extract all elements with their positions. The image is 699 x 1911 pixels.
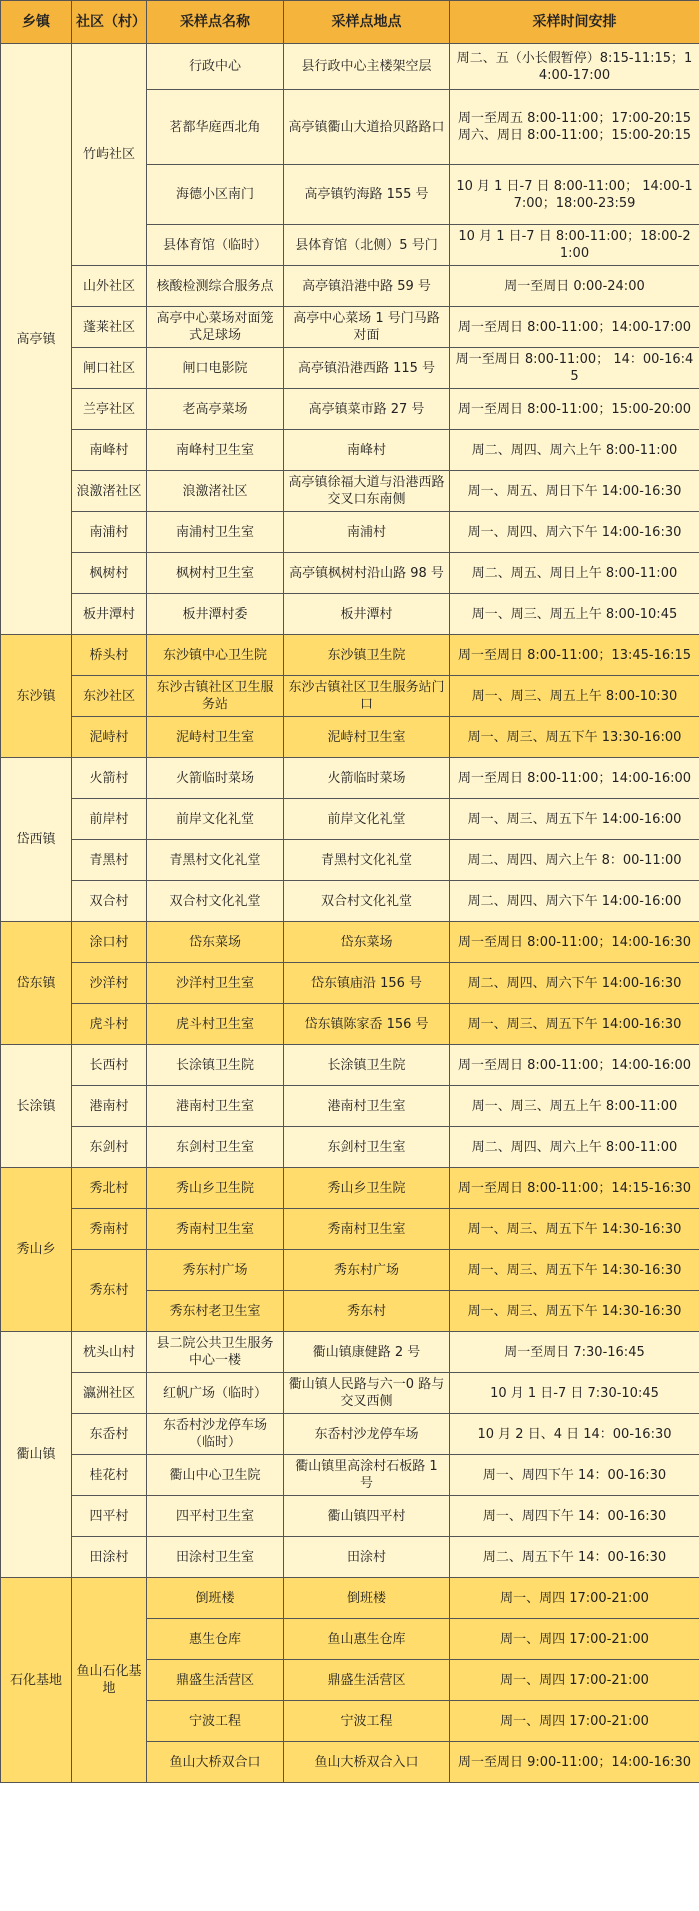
site-name-cell: 东岙村沙龙停车场（临时） — [147, 1414, 284, 1455]
table-row — [1, 1086, 699, 1127]
site-name-cell: 秀东村老卫生室 — [147, 1291, 284, 1332]
site-name-cell: 岱东菜场 — [147, 922, 284, 963]
site-name-cell: 青黑村文化礼堂 — [147, 840, 284, 881]
site-name-cell: 倒班楼 — [147, 1578, 284, 1619]
community-cell: 浪激渚社区 — [72, 471, 147, 512]
town-cell: 长涂镇 — [1, 1045, 72, 1168]
community-cell: 蓬莱社区 — [72, 307, 147, 348]
schedule-cell: 周二、五（小长假暂停）8:15-11:15；14:00-17:00 — [450, 44, 699, 90]
schedule-cell: 周一、周四 17:00-21:00 — [450, 1578, 699, 1619]
site-name-cell: 秀山乡卫生院 — [147, 1168, 284, 1209]
site-address-cell: 岱东镇庙沿 156 号 — [284, 963, 450, 1004]
site-address-cell: 高亭镇菜市路 27 号 — [284, 389, 450, 430]
site-address-cell: 县体育馆（北侧）5 号门 — [284, 225, 450, 266]
site-address-cell: 东岙村沙龙停车场 — [284, 1414, 450, 1455]
site-name-cell: 鱼山大桥双合口 — [147, 1742, 284, 1783]
table-row — [1, 922, 699, 963]
site-name-cell: 衢山中心卫生院 — [147, 1455, 284, 1496]
community-cell: 前岸村 — [72, 799, 147, 840]
schedule-cell: 周一、周三、周五下午 14:00-16:00 — [450, 799, 699, 840]
schedule-cell: 10 月 1 日-7 日 7:30-10:45 — [450, 1373, 699, 1414]
schedule-cell: 周二、周五、周日上午 8:00-11:00 — [450, 553, 699, 594]
site-address-cell: 鱼山大桥双合入口 — [284, 1742, 450, 1783]
schedule-cell: 周二、周四、周六下午 14:00-16:30 — [450, 963, 699, 1004]
site-name-cell: 鼎盛生活营区 — [147, 1660, 284, 1701]
community-cell: 涂口村 — [72, 922, 147, 963]
town-group — [1, 1045, 699, 1168]
site-name-cell: 核酸检测综合服务点 — [147, 266, 284, 307]
town-group — [1, 1332, 699, 1578]
community-cell: 兰亭社区 — [72, 389, 147, 430]
community-cell: 秀东村 — [72, 1250, 147, 1332]
site-address-cell: 衢山镇四平村 — [284, 1496, 450, 1537]
town-group — [1, 1578, 699, 1783]
site-name-cell: 秀南村卫生室 — [147, 1209, 284, 1250]
site-name-cell: 海德小区南门 — [147, 165, 284, 225]
community-cell: 南峰村 — [72, 430, 147, 471]
site-name-cell: 浪激渚社区 — [147, 471, 284, 512]
schedule-cell: 周一、周三、周五上午 8:00-11:00 — [450, 1086, 699, 1127]
community-cell: 瀛洲社区 — [72, 1373, 147, 1414]
site-address-cell: 板井潭村 — [284, 594, 450, 635]
community-cell: 鱼山石化基地 — [72, 1578, 147, 1783]
town-cell: 岱西镇 — [1, 758, 72, 922]
table-row — [1, 1496, 699, 1537]
community-cell: 东岙村 — [72, 1414, 147, 1455]
schedule-cell: 周一、周三、周五下午 14:30-16:30 — [450, 1209, 699, 1250]
schedule-cell: 周一、周四下午 14：00-16:30 — [450, 1496, 699, 1537]
site-address-cell: 火箭临时菜场 — [284, 758, 450, 799]
site-address-cell: 秀东村 — [284, 1291, 450, 1332]
header-row — [1, 1, 699, 44]
header-site-name: 采样点名称 — [147, 1, 284, 44]
site-name-cell: 红帆广场（临时） — [147, 1373, 284, 1414]
site-name-cell: 虎斗村卫生室 — [147, 1004, 284, 1045]
header-town: 乡镇 — [1, 1, 72, 44]
table-row — [1, 389, 699, 430]
table-row — [1, 1332, 699, 1373]
site-address-cell: 鼎盛生活营区 — [284, 1660, 450, 1701]
schedule-cell: 周一至周日 8:00-11:00；15:00-20:00 — [450, 389, 699, 430]
site-address-cell: 长涂镇卫生院 — [284, 1045, 450, 1086]
table-row — [1, 1578, 699, 1619]
town-cell: 岱东镇 — [1, 922, 72, 1045]
site-address-cell: 衢山镇里高涂村石板路 1 号 — [284, 1455, 450, 1496]
site-name-cell: 枫树村卫生室 — [147, 553, 284, 594]
site-name-cell: 火箭临时菜场 — [147, 758, 284, 799]
schedule-cell: 周一至周日 8:00-11:00；14:00-16:00 — [450, 1045, 699, 1086]
community-cell: 板井潭村 — [72, 594, 147, 635]
table-row — [1, 1209, 699, 1250]
schedule-cell: 周一至周日 7:30-16:45 — [450, 1332, 699, 1373]
site-address-cell: 高亭中心菜场 1 号门马路对面 — [284, 307, 450, 348]
table-row — [1, 963, 699, 1004]
site-name-cell: 茗都华庭西北角 — [147, 90, 284, 165]
schedule-cell: 周一至周日 9:00-11:00；14:00-16:30 — [450, 1742, 699, 1783]
site-name-cell: 县二院公共卫生服务中心一楼 — [147, 1332, 284, 1373]
site-address-cell: 东剑村卫生室 — [284, 1127, 450, 1168]
site-name-cell: 田涂村卫生室 — [147, 1537, 284, 1578]
table-row — [1, 635, 699, 676]
site-name-cell: 南浦村卫生室 — [147, 512, 284, 553]
community-cell: 火箭村 — [72, 758, 147, 799]
schedule-cell: 周一至周日 8:00-11:00；13:45-16:15 — [450, 635, 699, 676]
site-address-cell: 鱼山惠生仓库 — [284, 1619, 450, 1660]
header-community: 社区（村） — [72, 1, 147, 44]
site-name-cell: 东沙镇中心卫生院 — [147, 635, 284, 676]
table-row — [1, 307, 699, 348]
community-cell: 泥峙村 — [72, 717, 147, 758]
site-address-cell: 港南村卫生室 — [284, 1086, 450, 1127]
site-name-cell: 长涂镇卫生院 — [147, 1045, 284, 1086]
schedule-cell: 周一、周三、周五下午 14:00-16:30 — [450, 1004, 699, 1045]
community-cell: 南浦村 — [72, 512, 147, 553]
site-name-cell: 沙洋村卫生室 — [147, 963, 284, 1004]
site-name-cell: 宁波工程 — [147, 1701, 284, 1742]
site-address-cell: 泥峙村卫生室 — [284, 717, 450, 758]
site-name-cell: 闸口电影院 — [147, 348, 284, 389]
table-row — [1, 430, 699, 471]
table-row — [1, 1414, 699, 1455]
community-cell: 青黑村 — [72, 840, 147, 881]
site-name-cell: 四平村卫生室 — [147, 1496, 284, 1537]
site-address-cell: 双合村文化礼堂 — [284, 881, 450, 922]
table-row — [1, 1004, 699, 1045]
schedule-cell: 周一、周四 17:00-21:00 — [450, 1660, 699, 1701]
site-address-cell: 高亭镇衢山大道拾贝路路口 — [284, 90, 450, 165]
table-row — [1, 553, 699, 594]
community-cell: 港南村 — [72, 1086, 147, 1127]
site-address-cell: 岱东镇陈家岙 156 号 — [284, 1004, 450, 1045]
table-row — [1, 266, 699, 307]
table-row — [1, 1250, 699, 1291]
community-cell: 东剑村 — [72, 1127, 147, 1168]
site-name-cell: 板井潭村委 — [147, 594, 284, 635]
schedule-cell: 周一、周四下午 14：00-16:30 — [450, 1455, 699, 1496]
table-row — [1, 512, 699, 553]
site-address-cell: 宁波工程 — [284, 1701, 450, 1742]
site-address-cell: 高亭镇钓海路 155 号 — [284, 165, 450, 225]
town-group — [1, 635, 699, 758]
community-cell: 沙洋村 — [72, 963, 147, 1004]
site-address-cell: 田涂村 — [284, 1537, 450, 1578]
schedule-cell: 周二、周四、周六下午 14:00-16:00 — [450, 881, 699, 922]
site-address-cell: 秀山乡卫生院 — [284, 1168, 450, 1209]
table-row — [1, 471, 699, 512]
town-cell: 秀山乡 — [1, 1168, 72, 1332]
table-row — [1, 594, 699, 635]
schedule-cell: 10 月 1 日-7 日 8:00-11:00； 14:00-17:00；18:00-23:59 — [450, 165, 699, 225]
site-address-cell: 岱东菜场 — [284, 922, 450, 963]
table-row — [1, 1045, 699, 1086]
community-cell: 枕头山村 — [72, 1332, 147, 1373]
table-row — [1, 1537, 699, 1578]
table-row — [1, 1373, 699, 1414]
site-address-cell: 东沙古镇社区卫生服务站门口 — [284, 676, 450, 717]
community-cell: 四平村 — [72, 1496, 147, 1537]
site-name-cell: 港南村卫生室 — [147, 1086, 284, 1127]
community-cell: 秀南村 — [72, 1209, 147, 1250]
schedule-cell: 10 月 2 日、4 日 14：00-16:30 — [450, 1414, 699, 1455]
table-row — [1, 1168, 699, 1209]
site-name-cell: 秀东村广场 — [147, 1250, 284, 1291]
schedule-cell: 周一、周三、周五下午 13:30-16:00 — [450, 717, 699, 758]
site-address-cell: 高亭镇枫树村沿山路 98 号 — [284, 553, 450, 594]
community-cell: 桥头村 — [72, 635, 147, 676]
site-address-cell: 高亭镇沿港中路 59 号 — [284, 266, 450, 307]
town-cell: 东沙镇 — [1, 635, 72, 758]
schedule-cell: 周一、周五、周日下午 14:00-16:30 — [450, 471, 699, 512]
table-row — [1, 758, 699, 799]
site-address-cell: 衢山镇康健路 2 号 — [284, 1332, 450, 1373]
site-address-cell: 青黑村文化礼堂 — [284, 840, 450, 881]
schedule-cell: 周一、周四、周六下午 14:00-16:30 — [450, 512, 699, 553]
community-cell: 竹屿社区 — [72, 44, 147, 266]
header-schedule: 采样时间安排 — [450, 1, 699, 44]
community-cell: 长西村 — [72, 1045, 147, 1086]
site-name-cell: 行政中心 — [147, 44, 284, 90]
header-site-address: 采样点地点 — [284, 1, 450, 44]
site-address-cell: 倒班楼 — [284, 1578, 450, 1619]
town-group — [1, 922, 699, 1045]
site-address-cell: 县行政中心主楼架空层 — [284, 44, 450, 90]
schedule-cell: 周二、周四、周六上午 8:00-11:00 — [450, 430, 699, 471]
site-name-cell: 县体育馆（临时） — [147, 225, 284, 266]
schedule-cell: 周一至周日 8:00-11:00；14:00-16:00 — [450, 758, 699, 799]
schedule-cell: 周一、周三、周五上午 8:00-10:30 — [450, 676, 699, 717]
town-cell: 高亭镇 — [1, 44, 72, 635]
schedule-cell: 周一、周三、周五下午 14:30-16:30 — [450, 1250, 699, 1291]
town-cell: 石化基地 — [1, 1578, 72, 1783]
table-row — [1, 44, 699, 90]
site-name-cell: 东沙古镇社区卫生服务站 — [147, 676, 284, 717]
table-row — [1, 717, 699, 758]
site-address-cell: 秀南村卫生室 — [284, 1209, 450, 1250]
site-name-cell: 双合村文化礼堂 — [147, 881, 284, 922]
schedule-cell: 周一、周三、周五上午 8:00-10:45 — [450, 594, 699, 635]
table-row — [1, 348, 699, 389]
town-cell: 衢山镇 — [1, 1332, 72, 1578]
schedule-cell: 周一至周日 8:00-11:00；14:00-17:00 — [450, 307, 699, 348]
site-address-cell: 高亭镇沿港西路 115 号 — [284, 348, 450, 389]
schedule-cell: 周一、周四 17:00-21:00 — [450, 1701, 699, 1742]
schedule-cell: 周二、周五下午 14：00-16:30 — [450, 1537, 699, 1578]
site-name-cell: 泥峙村卫生室 — [147, 717, 284, 758]
community-cell: 枫树村 — [72, 553, 147, 594]
site-name-cell: 南峰村卫生室 — [147, 430, 284, 471]
schedule-cell: 周一至周五 8:00-11:00；17:00-20:15 周六、周日 8:00-11:00；15:00-20:15 — [450, 90, 699, 165]
community-cell: 双合村 — [72, 881, 147, 922]
community-cell: 田涂村 — [72, 1537, 147, 1578]
site-name-cell: 东剑村卫生室 — [147, 1127, 284, 1168]
site-name-cell: 惠生仓库 — [147, 1619, 284, 1660]
table-row — [1, 1127, 699, 1168]
schedule-cell: 周二、周四、周六上午 8:00-11:00 — [450, 1127, 699, 1168]
table-row — [1, 1455, 699, 1496]
site-address-cell: 南峰村 — [284, 430, 450, 471]
community-cell: 山外社区 — [72, 266, 147, 307]
community-cell: 闸口社区 — [72, 348, 147, 389]
site-name-cell: 高亭中心菜场对面笼式足球场 — [147, 307, 284, 348]
town-group — [1, 758, 699, 922]
table-row — [1, 676, 699, 717]
community-cell: 秀北村 — [72, 1168, 147, 1209]
schedule-cell: 周一、周四 17:00-21:00 — [450, 1619, 699, 1660]
town-group — [1, 44, 699, 635]
site-address-cell: 高亭镇徐福大道与沿港西路交叉口东南侧 — [284, 471, 450, 512]
site-name-cell: 前岸文化礼堂 — [147, 799, 284, 840]
community-cell: 桂花村 — [72, 1455, 147, 1496]
site-address-cell: 东沙镇卫生院 — [284, 635, 450, 676]
site-address-cell: 前岸文化礼堂 — [284, 799, 450, 840]
schedule-cell: 周一至周日 8:00-11:00； 14：00-16:45 — [450, 348, 699, 389]
schedule-cell: 周一至周日 0:00-24:00 — [450, 266, 699, 307]
site-address-cell: 衢山镇人民路与六一0 路与交叉西侧 — [284, 1373, 450, 1414]
community-cell: 东沙社区 — [72, 676, 147, 717]
schedule-cell: 周一、周三、周五下午 14:30-16:30 — [450, 1291, 699, 1332]
table-row — [1, 799, 699, 840]
schedule-cell: 周一至周日 8:00-11:00；14:00-16:30 — [450, 922, 699, 963]
watermark-logo: 微岱山 — [546, 1878, 621, 1906]
table-row — [1, 840, 699, 881]
site-name-cell: 老高亭菜场 — [147, 389, 284, 430]
schedule-cell: 10 月 1 日-7 日 8:00-11:00；18:00-21:00 — [450, 225, 699, 266]
schedule-cell: 周一至周日 8:00-11:00；14:15-16:30 — [450, 1168, 699, 1209]
site-address-cell: 南浦村 — [284, 512, 450, 553]
community-cell: 虎斗村 — [72, 1004, 147, 1045]
town-group — [1, 1168, 699, 1332]
site-address-cell: 秀东村广场 — [284, 1250, 450, 1291]
table-row — [1, 881, 699, 922]
schedule-cell: 周二、周四、周六上午 8：00-11:00 — [450, 840, 699, 881]
